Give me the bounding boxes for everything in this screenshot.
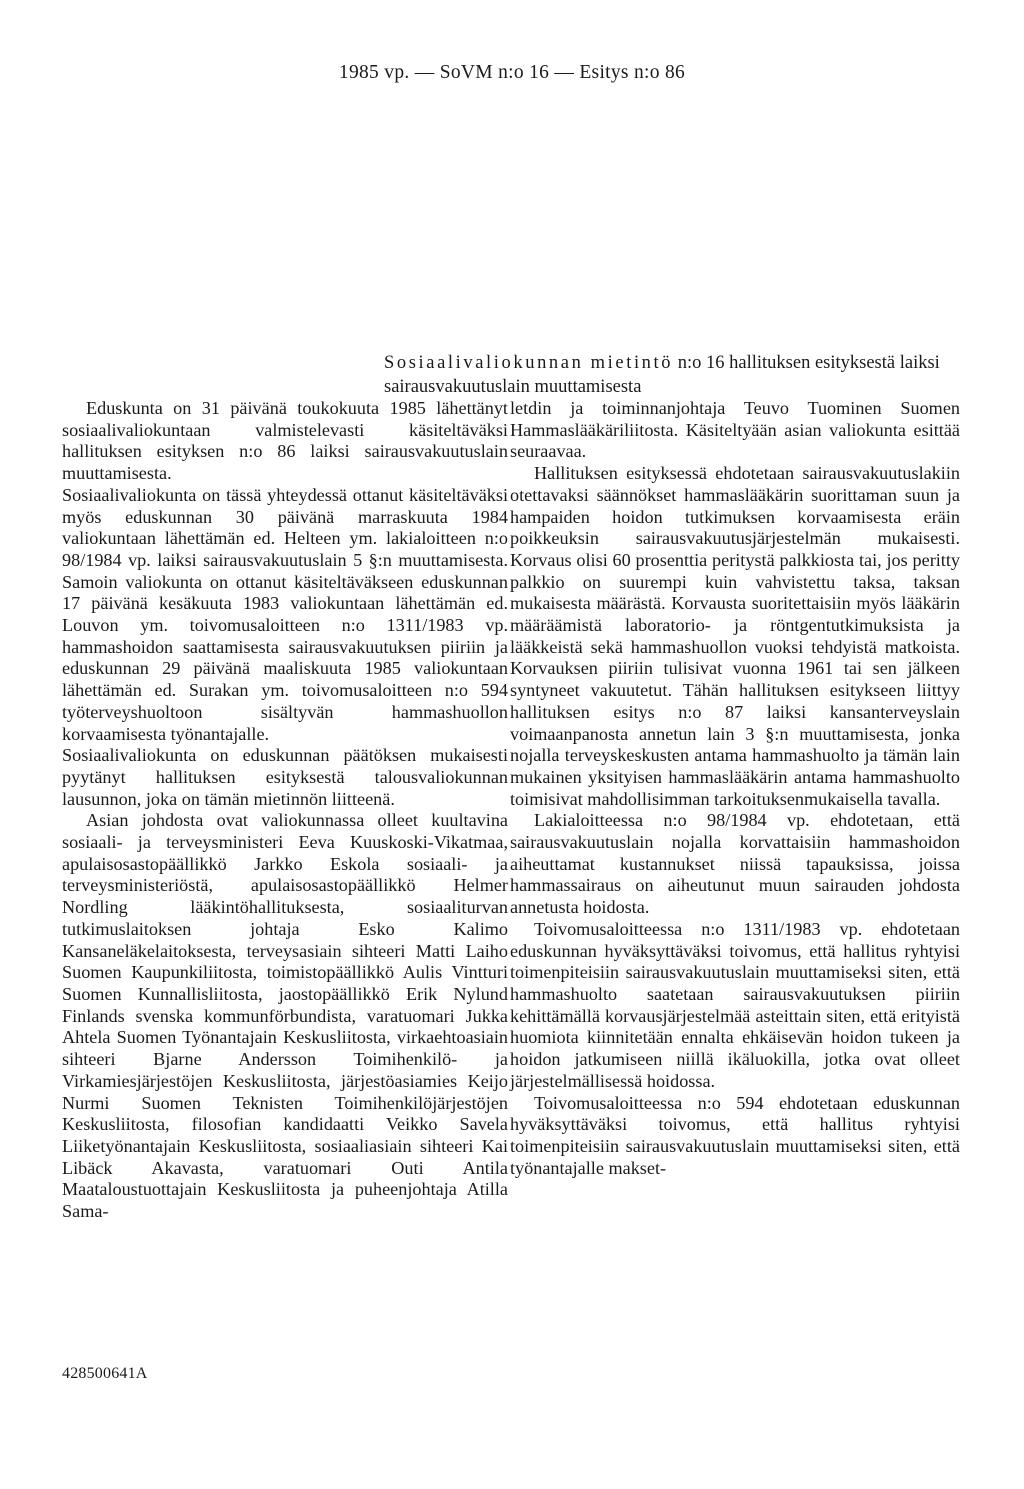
title-committee: Sosiaalivaliokunnan mietintö: [384, 353, 674, 373]
paragraph: Toivomusaloitteessa n:o 594 ehdotetaan eduskunnan hyväksyttäväksi toivomus, että hallitus ryhtyisi toimenpiteisiin sairausvakuutuslain muuttamiseksi siten, että työnantajalle makset-: [510, 1092, 960, 1178]
paragraph: letdin ja toiminnanjohtaja Teuvo Tuominen Suomen Hammaslääkäriliitosta. Käsiteltyään asian valiokunta esittää seuraavaa.: [510, 398, 960, 462]
title-rest: n:o 16 hallituksen esityksestä laiksi sairausvakuutuslain muuttamisesta: [384, 353, 940, 397]
paragraph: Eduskunta on 31 päivänä toukokuuta 1985 lähettänyt sosiaalivaliokuntaan valmistelevasti käsiteltäväksi hallituksen esityksen n:o 86 laiksi sairausvakuutuslain muuttamisesta.: [62, 398, 508, 484]
paragraph: Toivomusaloitteessa n:o 1311/1983 vp. ehdotetaan eduskunnan hyväksyttäväksi toivomus, että hallitus ryhtyisi toimenpiteisiin sairausvakuutuslain muuttamiseksi siten, että hammashuolto saatetaan sairausvakuutuksen piiriin kehittämällä korvausjärjestelmää asteittain siten, että erityistä huomiota kiinnitetään ennalta ehkäisevän hoidon tukeen ja hoidon jatkumiseen niillä ikäluokilla, jotka ovat olleet järjestelmällisessä hoidossa.: [510, 918, 960, 1091]
paragraph: Hallituksen esityksessä ehdotetaan sairausvakuutuslakiin otettavaksi säännökset hammaslääkärin suorittaman suun ja hampaiden hoidon tutkimuksen korvaamisesta eräin poikkeuksin sairausvakuutusjärjestelmän mukaisesti. Korvaus olisi 60 prosenttia peritystä palkkiosta tai, jos peritty palkkio on suurempi kuin vahvistettu taksa, taksan mukaisesta määrästä. Korvausta suoritettaisiin myös lääkärin määräämistä laboratorio- ja röntgentutkimuksista ja lääkkeistä sekä hammashuollon vuoksi tehdyistä matkoista. Korvauksen piiriin tulisivat vuonna 1961 tai sen jälkeen syntyneet vakuutetut. Tähän hallituksen esitykseen liittyy hallituksen esitys n:o 87 laiksi kansanterveyslain voimaanpanosta annetun lain 3 §:n muuttamisesta, jonka nojalla terveyskeskusten antama hammashuolto ja tämän lain mukainen yksityisen hammaslääkärin antama hammashuolto toimisivat mahdollisimman tarkoituksenmukaisella tavalla.: [510, 463, 960, 809]
paragraph: Lakialoitteessa n:o 98/1984 vp. ehdotetaan, että sairausvakuutuslain nojalla korvattaisiin hammashoidon aiheuttamat kustannukset niissä tapauksissa, joissa hammassairaus on aiheutunut muun sairauden johdosta annetusta hoidosta.: [510, 810, 960, 918]
page-header: 1985 vp. — SoVM n:o 16 — Esitys n:o 86: [338, 62, 686, 83]
document-code: 428500641A: [62, 1365, 148, 1382]
paragraph: Sosiaalivaliokunta on tässä yhteydessä ottanut käsiteltäväksi myös eduskunnan 30 päivänä marraskuuta 1984 valiokuntaan lähettämän ed. Helteen ym. lakialoitteen n:o 98/1984 vp. laiksi sairausvakuutuslain 5 §:n muuttamisesta. Samoin valiokunta on ottanut käsiteltäväkseen eduskunnan 17 päivänä kesäkuuta 1983 valiokuntaan lähettämän ed. Louvon ym. toivomusaloitteen n:o 1311/1983 vp. hammashoidon saattamisesta sairausvakuutuksen piiriin ja eduskunnan 29 päivänä maaliskuuta 1985 valiokuntaan lähettämän ed. Surakan ym. toivomusaloitteen n:o 594 työterveyshuoltoon sisältyvän hammashuollon korvaamisesta työnantajalle.: [62, 484, 508, 744]
paragraph: Sosiaalivaliokunta on eduskunnan päätöksen mukaisesti pyytänyt hallituksen esityksestä talousvaliokunnan lausunnon, joka on tämän mietinnön liitteenä.: [62, 745, 508, 809]
right-column: [510, 398, 960, 1179]
paragraph: Asian johdosta ovat valiokunnassa olleet kuultavina sosiaali- ja terveysministeri Eeva Kuuskoski-Vikatmaa, apulaisosastopäällikkö Jarkko Eskola sosiaali- ja terveysministeriöstä, apulaisosastopäällikkö Helmer Nordling lääkintöhallituksesta, sosiaaliturvan tutkimuslaitoksen johtaja Esko Kalimo Kansaneläkelaitoksesta, terveysasiain sihteeri Matti Laiho Suomen Kaupunkiliitosta, toimistopäällikkö Aulis Vintturi Suomen Kunnallisliitosta, jaostopäällikkö Erik Nylund Finlands svenska kommunförbundista, varatuomari Jukka Ahtela Suomen Työnantajain Keskusliitosta, virkaehtoasiain sihteeri Bjarne Andersson Toimihenkilö- ja Virkamiesjärjestöjen Keskusliitosta, järjestöasiamies Keijo Nurmi Suomen Teknisten Toimihenkilöjärjestöjen Keskusliitosta, filosofian kandidaatti Veikko Savela Liiketyönantajain Keskusliitosta, sosiaaliasiain sihteeri Kai Libäck Akavasta, varatuomari Outi Antila Maataloustuottajain Keskusliitosta ja puheenjohtaja Atilla Sama-: [62, 810, 508, 1222]
left-column: [62, 398, 508, 1223]
document-title: [384, 351, 980, 399]
